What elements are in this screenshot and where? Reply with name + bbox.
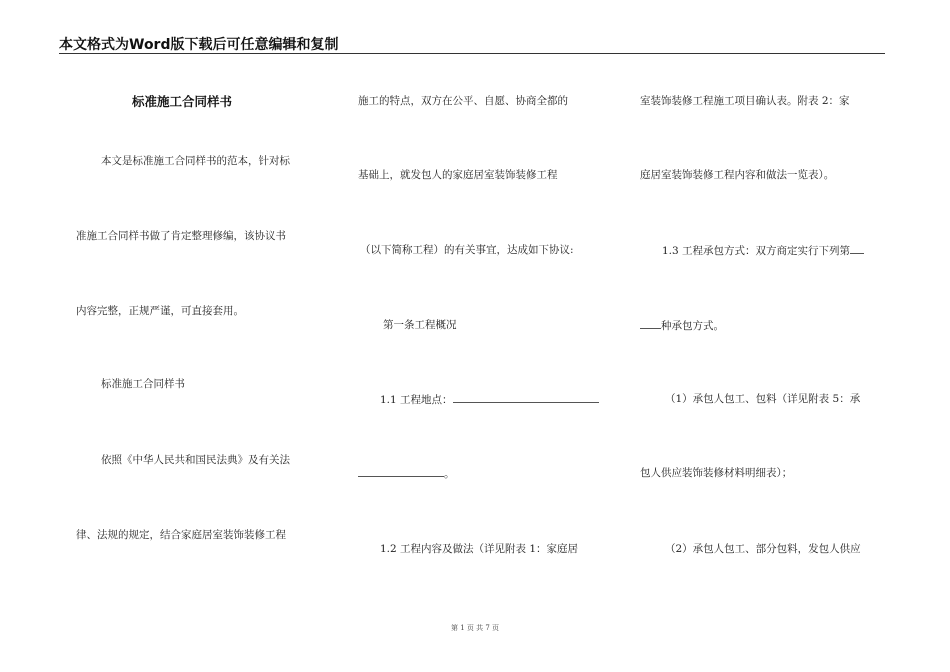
paragraph-line: 包人供应装饰装修材料明细表）； [640, 467, 793, 479]
paragraph-line [380, 392, 599, 407]
blank-field-location [453, 392, 599, 403]
document-title: 标准施工合同样书 [132, 94, 233, 109]
page-number: 第 1 页 共 7 页 [450, 624, 500, 632]
paragraph-line: （以下简称工程）的有关事宜，达成如下协议: [360, 244, 574, 256]
blank-field-contract-type [850, 243, 864, 254]
paragraph-line: 准施工合同样书做了肯定整理修编，该协议书 [76, 230, 286, 242]
paragraph-line: 内容完整，正规严谨，可直接套用。 [76, 305, 244, 317]
field-label-project-location: 1.1 工程地点： [380, 394, 453, 406]
blank-field-contract-type-continued [640, 318, 661, 329]
document-header: 本文格式为Word版下载后可任意编辑和复制 [59, 37, 339, 53]
paragraph-line: 律、法规的规定，结合家庭居室装饰装修工程 [76, 529, 286, 541]
paragraph-line: （1）承包人包工、包料（详见附表 5：承 [665, 393, 861, 405]
paragraph-line: 施工的特点，双方在公平、自愿、协商全都的 [358, 95, 568, 107]
paragraph-line: 室装饰装修工程施工项目确认表。附表 2：家 [640, 95, 850, 107]
text-column-1 [76, 0, 326, 672]
paragraph-line: 1.2 工程内容及做法（详见附表 1：家庭居 [380, 543, 579, 555]
paragraph-line: 标准施工合同样书 [101, 378, 185, 390]
paragraph-punctuation: 。 [444, 468, 455, 480]
paragraph-text: 种承包方式。 [661, 320, 724, 332]
blank-field-location-continued [358, 466, 444, 477]
paragraph-line [662, 243, 864, 258]
paragraph-line: 依照《中华人民共和国民法典》及有关法 [101, 454, 290, 466]
field-label-contract-type: 1.3 工程承包方式：双方商定实行下列第 [662, 245, 851, 257]
text-column-2 [358, 0, 608, 672]
text-column-3 [640, 0, 890, 672]
paragraph-line: 庭居室装饰装修工程内容和做法一览表）。 [640, 169, 835, 181]
paragraph-line [358, 466, 455, 481]
paragraph-line: 基础上，就发包人的家庭居室装饰装修工程 [358, 169, 558, 181]
paragraph-line: （2）承包人包工、部分包料，发包人供应 [665, 543, 861, 555]
paragraph-line [640, 318, 724, 333]
section-heading: 第一条工程概况 [383, 319, 457, 331]
paragraph-line: 本文是标准施工合同样书的范本，针对标 [101, 155, 290, 167]
